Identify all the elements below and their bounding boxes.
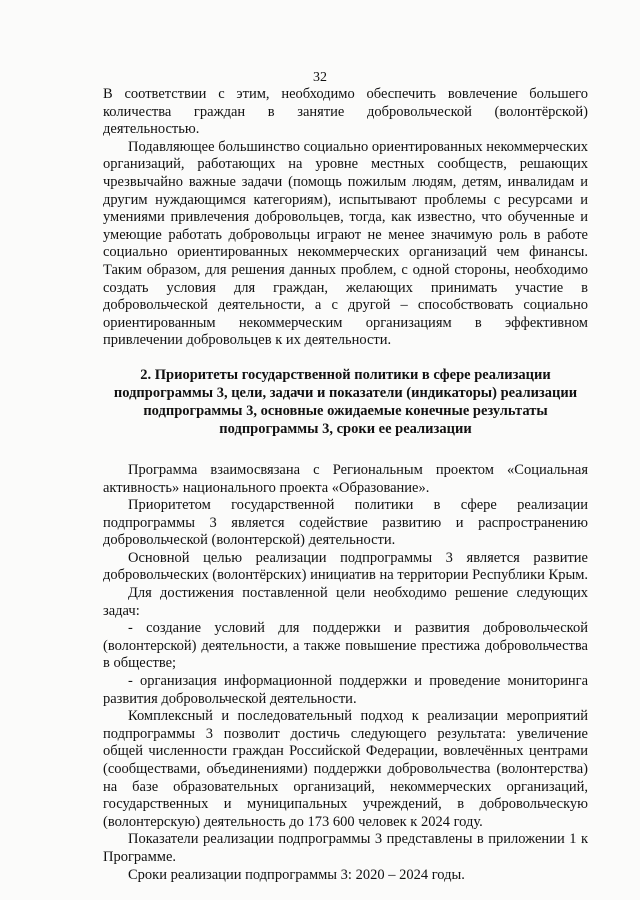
intro-paragraph-2: Подавляющее большинство социально ориентированных некоммерческих организаций, работающих на уровне местных сообществ, решающих чрезвычайно важные задачи (помощь пожилым людям, детям, инвалидам и другим нуждающимся категориям), испытывают проблемы с ресурсами и умениями привлечения добровольцев, тогда, как известно, что обученные и умеющие работать добровольцы играют не менее значимую роль в работе социально ориентированных некоммерческих организаций чем финансы. Таким образом, для решения данных проблем, с одной стороны, необходимо создать условия для граждан, желающих принимать участие в добровольческой деятельности, а с другой – способствовать социально ориентированным некоммерческим организациям в эффективном привлечении добровольцев к их деятельности. xyxy=(103,138,588,349)
section-heading-line-3: подпрограммы 3, основные ожидаемые конечные результаты xyxy=(143,402,548,419)
task-item-1: - создание условий для поддержки и развития добровольческой (волонтерской) деятельности, а также повышение престижа добровольчества в обществе; xyxy=(103,620,588,672)
closing-paragraph-2: Показатели реализации подпрограммы 3 представлены в приложении 1 к Программе. xyxy=(103,831,588,865)
intro-paragraph-1: В соответствии с этим, необходимо обеспечить вовлечение большего количества граждан в занятие добровольческой (волонтёрской) деятельностью. xyxy=(103,86,588,138)
section-heading-line-4: подпрограммы 3, сроки ее реализации xyxy=(219,420,472,437)
body-paragraph-3: Основной целью реализации подпрограммы 3 является развитие добровольческих (волонтёрских) инициатив на территории Республики Крым. xyxy=(103,549,589,584)
body-paragraph-4: Для достижения поставленной цели необходимо решение следующих задач: xyxy=(103,585,588,619)
section-heading-line-2: подпрограммы 3, цели, задачи и показатели (индикаторы) реализации xyxy=(113,384,578,401)
document-body xyxy=(103,86,588,884)
section-heading-line-1: 2. Приоритеты государственной политики в сфере реализации xyxy=(140,366,551,383)
page-number: 32 xyxy=(313,70,327,85)
body-paragraph-2: Приоритетом государственной политики в сфере реализации подпрограммы 3 является содействие развитию и распространению добровольческой (волонтерской) деятельности. xyxy=(103,497,588,549)
task-item-2: - организация информационной поддержки и проведение мониторинга развития добровольческой деятельности. xyxy=(103,673,588,707)
closing-paragraph-3: Сроки реализации подпрограммы 3: 2020 – 2024 годы. xyxy=(128,866,465,883)
heading-spacer xyxy=(103,438,588,462)
closing-paragraph-1: Комплексный и последовательный подход к реализации мероприятий подпрограммы 3 позволит достичь следующего результата: увеличение общей численности граждан Российской Федерации, вовлечённых центрами (сообществами, объединениями) поддержки добровольчества (волонтерства) на базе образовательных организаций, некоммерческих организаций, государственных и муниципальных учреждений, в добровольческую (волонтерскую) деятельность до 173 600 человек к 2024 году. xyxy=(103,708,588,830)
body-paragraph-1: Программа взаимосвязана с Региональным проектом «Социальная активность» национального проекта «Образование». xyxy=(103,461,588,496)
section-heading xyxy=(103,366,588,438)
